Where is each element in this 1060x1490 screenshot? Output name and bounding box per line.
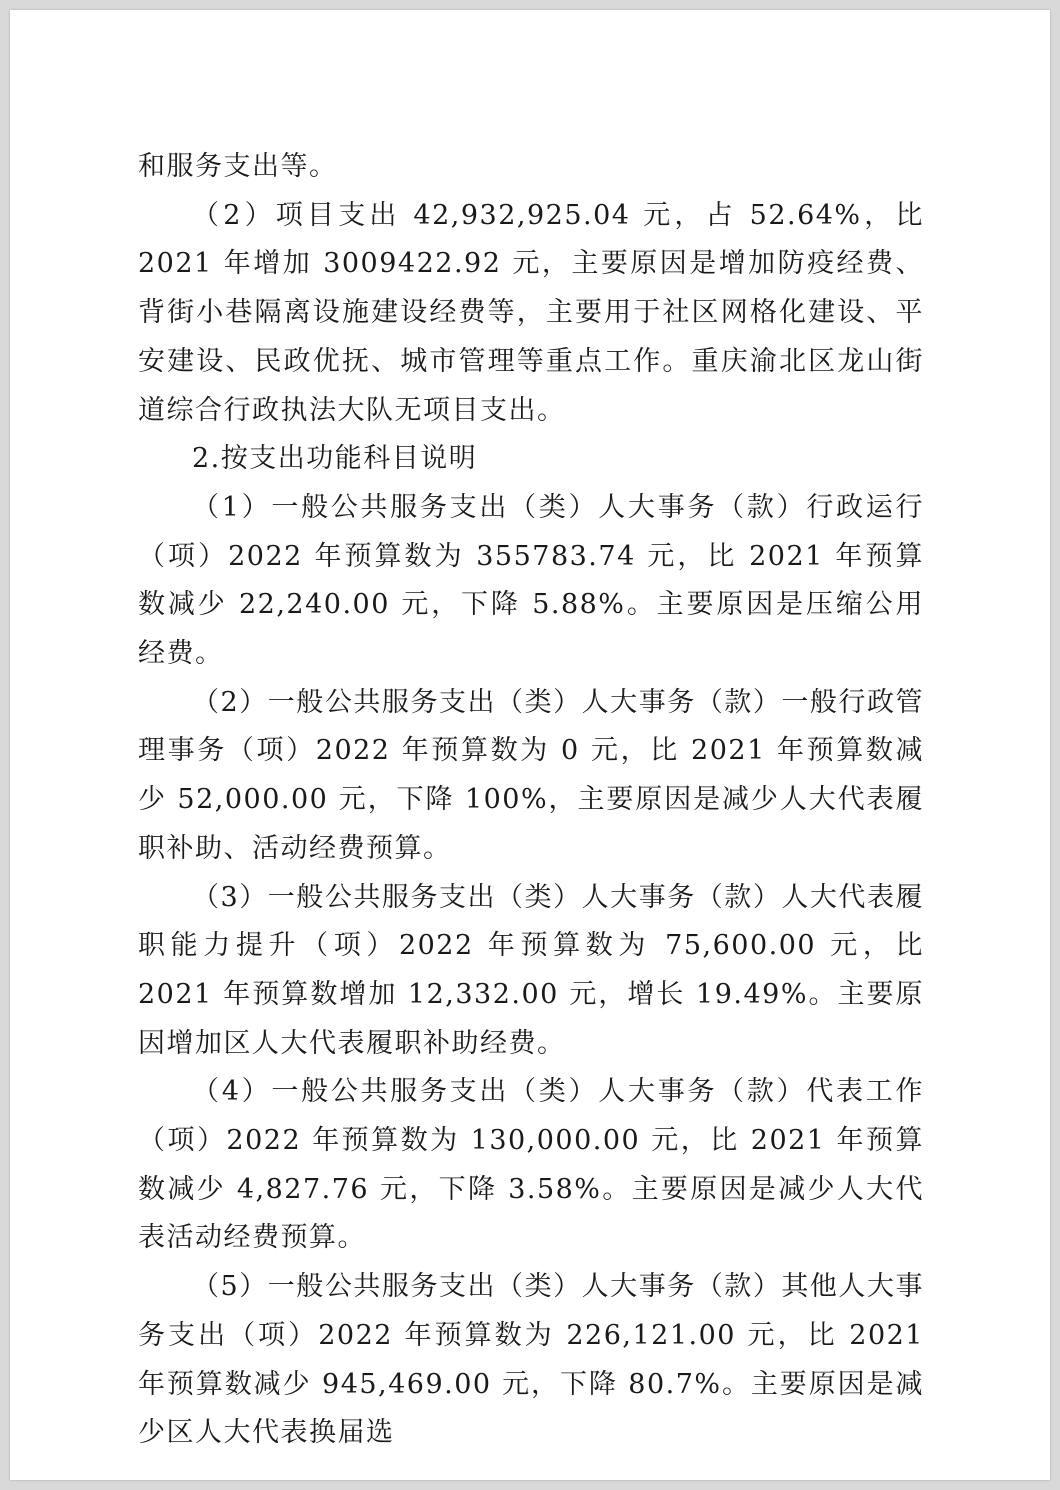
paragraph-item-3: （3）一般公共服务支出（类）人大事务（款）人大代表履职能力提升（项）2022 年预算数为 75,600.00 元，比 2021 年预算数增加 12,332.00 元，增长 19.49%。主要原因增加区人大代表履职补助经费。 (138, 881, 924, 1059)
paragraph-item-2: （2）一般公共服务支出（类）人大事务（款）一般行政管理事务（项）2022 年预算数为 0 元，比 2021 年预算数减少 52,000.00 元，下降 100%，主要原因是减少人大代表履职补助、活动经费预算。 (138, 686, 924, 864)
document-page (10, 10, 1050, 1480)
document-body (138, 143, 924, 1458)
paragraph-project-expenditure: （2）项目支出 42,932,925.04 元，占 52.64%，比 2021 年增加 3009422.92 元，主要原因是增加防疫经费、背街小巷隔离设施建设经费等，主要用于社区网格化建设、平安建设、民政优抚、城市管理等重点工作。重庆渝北区龙山街道综合行政执法大队无项目支出。 (138, 199, 924, 426)
paragraph-continued: 和服务支出等。 (138, 151, 338, 182)
section-heading-functional-subject: 2.按支出功能科目说明 (192, 443, 478, 475)
paragraph-item-5: （5）一般公共服务支出（类）人大事务（款）其他人大事务支出（项）2022 年预算数为 226,121.00 元，比 2021 年预算数减少 945,469.00 元，下降 80.7%。主要原因是减少区人大代表换届选 (138, 1271, 924, 1449)
paragraph-item-1: （1）一般公共服务支出（类）人大事务（款）行政运行（项）2022 年预算数为 355783.74 元，比 2021 年预算数减少 22,240.00 元，下降 5.88%。主要原因是压缩公用经费。 (138, 491, 924, 670)
paragraph-item-4: （4）一般公共服务支出（类）人大事务（款）代表工作（项）2022 年预算数为 130,000.00 元，比 2021 年预算数减少 4,827.76 元，下降 3.58%。主要原因是减少人大代表活动经费预算。 (138, 1076, 924, 1254)
